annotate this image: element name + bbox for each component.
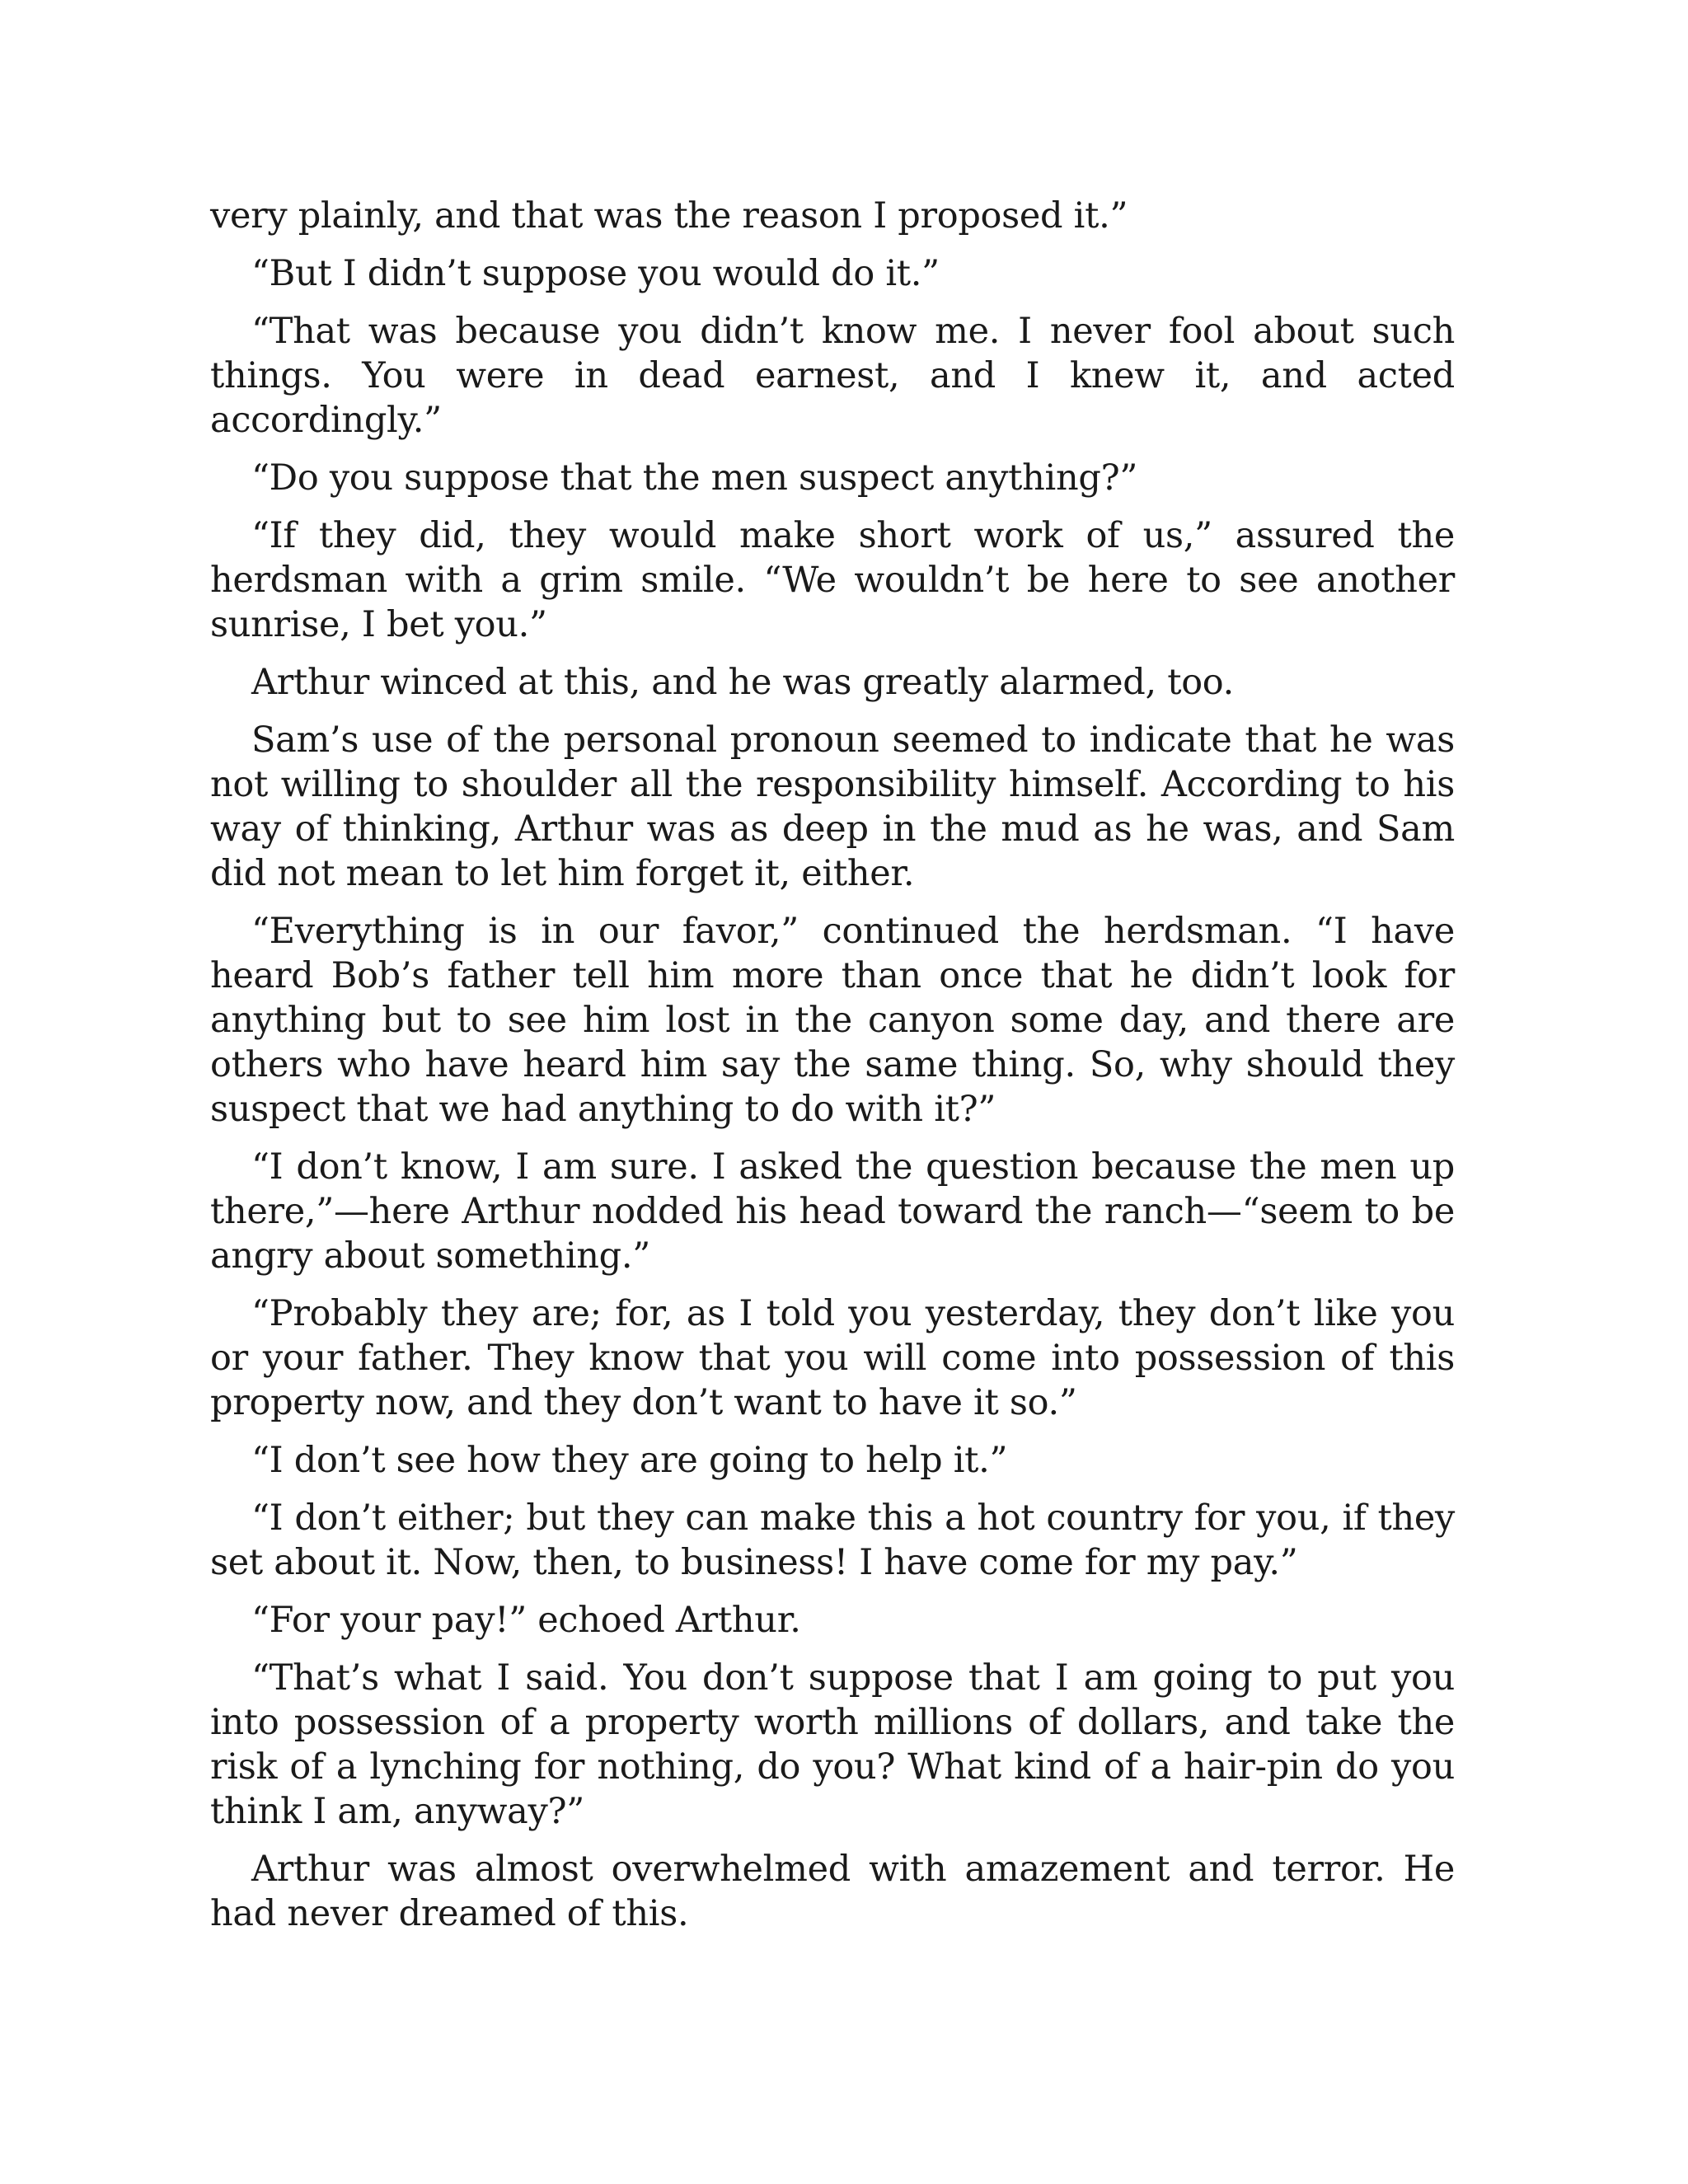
paragraph-13: “For your pay!” echoed Arthur.: [251, 1600, 801, 1641]
paragraph-4: “Do you suppose that the men suspect anything?”: [251, 457, 1138, 499]
paragraph-12: “I don’t either; but they can make this a hot country for you, if they set about it. Now, then, to business! I have come for my pay.”: [210, 1497, 1455, 1583]
paragraph-3: “That was because you didn’t know me. I never fool about such things. You were in dead earnest, and I knew it, and acted accordingly.”: [210, 311, 1455, 441]
paragraph-15: Arthur was almost overwhelmed with amazement and terror. He had never dreamed of this.: [210, 1849, 1455, 1934]
paragraph-9: “I don’t know, I am sure. I asked the question because the men up there,”—here Arthur nodded his head toward the ranch—“seem to be angry about something.”: [210, 1146, 1455, 1277]
paragraph-11: “I don’t see how they are going to help it.”: [251, 1440, 1008, 1481]
paragraph-2: “But I didn’t suppose you would do it.”: [251, 253, 940, 294]
paragraph-8: “Everything is in our favor,” continued the herdsman. “I have heard Bob’s father tell him more than once that he didn’t look for anything but to see him lost in the canyon some day, and there are others who have heard him say the same thing. So, why should they suspect that we had anything to do with it?”: [210, 911, 1455, 1130]
paragraph-10: “Probably they are; for, as I told you yesterday, they don’t like you or your father. They know that you will come into possession of this property now, and they don’t want to have it so.”: [210, 1293, 1455, 1423]
paragraph-14: “That’s what I said. You don’t suppose that I am going to put you into possession of a property worth millions of dollars, and take the risk of a lynching for nothing, do you? What kind of a hair-pin do you think I am, anyway?”: [210, 1657, 1455, 1832]
paragraph-7: Sam’s use of the personal pronoun seemed to indicate that he was not willing to shoulder all the responsibility himself. According to his way of thinking, Arthur was as deep in the mud as he was, and Sam did not mean to let him forget it, either.: [210, 719, 1455, 894]
paragraph-1: very plainly, and that was the reason I proposed it.”: [210, 195, 1128, 237]
paragraph-5: “If they did, they would make short work of us,” assured the herdsman with a grim smile. “We wouldn’t be here to see another sunrise, I bet you.”: [210, 515, 1455, 645]
page-body: [210, 194, 1455, 1949]
paragraph-6: Arthur winced at this, and he was greatly alarmed, too.: [251, 662, 1234, 703]
